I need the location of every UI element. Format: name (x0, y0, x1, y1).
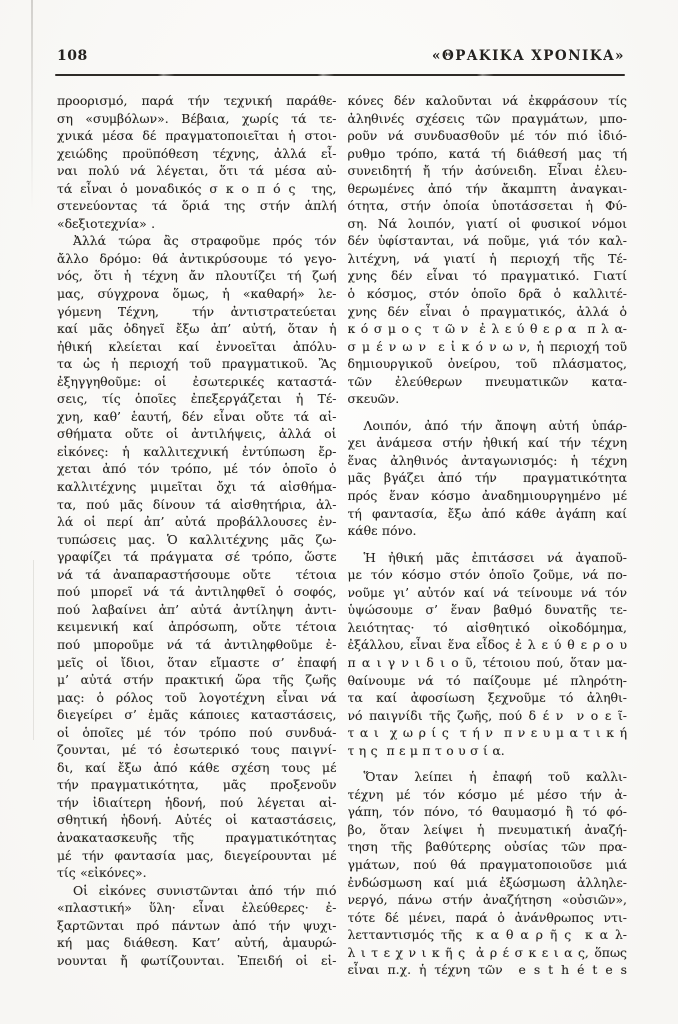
paragraph (348, 417, 628, 540)
text-line: κή μας διάθεση. Κατ’ αὐτή, ἀμαυρώ- (57, 935, 337, 951)
text-line: συνειδητή ἤ τήν ἀσύνειδη. Εἶναι ἐλευ- (347, 163, 627, 179)
text-line: βο, ὅταν λείψει ἡ πνευματική ἀναζή- (347, 821, 627, 837)
text-line: σ μ έ ν ω ν ε ἰ κ ό ν ω ν, ἡ περιοχή τοῦ (347, 338, 627, 354)
text-line: τ α ι χ ω ρ ί ς τ ή ν π ν ε υ μ α τ ι κ ή (347, 725, 627, 741)
text-line: με τόν κόσμο στόν ὁποῖο ζοῦμε, νά πο- (347, 567, 627, 583)
text-line: ἐξάλλου, εἶναι ἕνα εἶδος ἐ λ ε ύ θ ε ρ ο υ (347, 637, 627, 653)
text-line: τά εἶναι ὁ μοναδικός σ κ ο π ό ς της, (57, 180, 337, 196)
text-line: ζουνται, μέ τό ἐσωτερικό τους παιγνί- (57, 742, 337, 758)
text-line: χειώδης προϋπόθεση τέχνης, ἀλλά εἶ- (57, 145, 337, 161)
text-line: τα καί ἀφοσίωση ξεχνοῦμε τό ἀληθι- (347, 690, 627, 706)
text-line: τα, πού μᾶς δίνουν τά αἰσθητήρια, ἀλ- (57, 496, 337, 512)
text-line: ρυθμο τρόπο, κατά τή διάθεσή μας τή (347, 145, 627, 161)
text-line: ἕνας ἀληθινός ἀνταγωνισμός: ἡ τέχνη (347, 452, 627, 468)
text-line: ὑψώσουμε σ’ ἕναν βαθμό δυνατῆς τε- (347, 602, 627, 618)
text-line: καλλιτέχνης μιμεῖται ὄχι τά αἰσθήμα- (57, 479, 337, 495)
text-line: τότε δέ μένει, παρά ὁ ἀνάνθρωπος ντι- (347, 909, 627, 925)
scan-artifact-line (33, 560, 34, 740)
text-line: ξαρτῶνται πρό πάντων ἀπό τήν ψυχι- (57, 917, 337, 933)
paragraph (57, 882, 337, 970)
text-line: Ὅταν λείπει ἡ ἐπαφή τοῦ καλλι- (363, 769, 627, 785)
text-line: σεις, τίς ὁποῖες ἐπεξεργάζεται ἡ Τέ- (57, 391, 337, 407)
text-line: θαίνουμε νά τό παίζουμε μέ πληρότη- (347, 672, 627, 688)
paragraph (348, 768, 628, 979)
text-line: ση. Νά λοιπόν, γιατί οἱ φυσικοί νόμοι (347, 215, 627, 231)
text-line: π α ι γ ν ι δ ι ο ῦ, τέτοιου πού, ὅταν μα- (347, 654, 627, 670)
text-line: χεται ἀπό τόν τρόπο, μέ τόν ὁποῖο ὁ (57, 461, 337, 477)
text-line: νός, ὅτι ἡ τέχνη ἄν πλουτίζει τή ζωή (57, 268, 337, 284)
text-line: δέν ὑφίστανται, νά ποῦμε, γιά τόν καλ- (347, 233, 627, 249)
text-line: τυπώσεις μας. Ὁ καλλιτέχνης μᾶς ζω- (57, 531, 337, 547)
paragraph (57, 232, 337, 881)
text-line: κ ό σ μ ο ς τ ῶ ν ἐ λ ε ύ θ ε ρ α π λ α- (347, 321, 627, 337)
text-line: λιτέχνη, νά γιατί ἡ περιοχή τῆς Τέ- (347, 250, 627, 266)
text-line: εἶναι π.χ. ἡ τέχνη τῶν e s t h é t e s (347, 962, 627, 978)
text-line: γόμενη Τέχνη, τήν ἀντιστρατεύεται (57, 303, 337, 319)
text-line: προορισμό, παρά τήν τεχνική παράθε- (57, 93, 337, 108)
text-line: λετταντισμός τῆς κ α θ α ρ ῆ ς κ α λ- (347, 927, 627, 943)
paragraph (57, 92, 337, 232)
text-line: Ἀλλά τώρα ἂς στραφοῦμε πρός τόν (73, 233, 337, 249)
text-line: τα ὡς ἡ περιοχή τοῦ πραγματικοῦ. Ἂς (57, 356, 337, 372)
column-right (348, 92, 628, 979)
text-line: δι, καί ἔξω ἀπό κάθε σχέση τους μέ (57, 759, 337, 775)
page-number: 108 (57, 48, 88, 64)
text-line: νουνται ἤ φωτίζουνται. Ἐπειδή οἱ εἰ- (57, 952, 337, 968)
text-line: ἄλλο δρόμο: θά ἀντικρύσουμε τό γεγο- (57, 250, 337, 266)
text-line: ἀνακατασκευῆς τῆς πραγματικότητας (57, 829, 337, 845)
text-line: λειότητας· τό αἰσθητικό οἰκοδόμημα, (347, 619, 627, 635)
text-line: διεγείρει σ’ ἐμᾶς κάποιες καταστάσεις, (57, 707, 337, 723)
text-line: τή φαντασία, ἔξω ἀπό κάθε ἀγάπη καί (347, 505, 627, 521)
text-line: μας, σύγχρονα ὅμως, ἡ «καθαρή» λε- (57, 286, 337, 302)
text-line: νά τά ἀναπαραστήσουμε οὔτε τέτοια (57, 566, 337, 582)
text-columns (57, 92, 627, 979)
text-line: τηση τῆς βαθύτερης οὐσίας τῶν πρα- (347, 839, 627, 855)
column-left (57, 92, 337, 979)
text-line: ότητα, στήν ὁποία ὑποτάσσεται ἡ Φύ- (347, 198, 627, 214)
text-line: ναι πολύ νά λέγεται, ὅτι τά μέσα αὐ- (57, 163, 337, 179)
text-line: σθητική ἡδονή. Αὐτές οἱ καταστάσεις, (57, 812, 337, 828)
text-line: τήν ἰδιαίτερη ἡδονή, πού λέγεται αἰ- (57, 794, 337, 810)
text-line: τέχνη μέ τόν κόσμο μέ μέσο τήν ἀ- (347, 786, 627, 802)
text-line: τῶν ἐλεύθερων πνευματικῶν κατα- (347, 373, 627, 389)
text-line: λ ι τ ε χ ν ι κ ῆ ς ἀ ρ έ σ κ ε ι α ς, ὅπως (347, 944, 627, 960)
text-line: Οἱ εἰκόνες συνιστῶνται ἀπό τήν πιό (73, 882, 337, 898)
text-line: χνη, καθ’ ἑαυτή, δέν εἶναι οὔτε τά αἰ- (57, 408, 337, 424)
text-line: γμάτων, πού θά πραγματοποιοῦσε μιά (347, 856, 627, 872)
text-line: χνικά μέσα δέ πραγματοποιεῖται ἡ στοι- (57, 128, 337, 144)
text-line: «πλαστική» ὕλη· εἶναι ἐλεύθερες· ἐ- (57, 900, 337, 916)
text-line: πού μπορεῖ νά τά ἀντιληφθεῖ ὁ σοφός, (57, 584, 337, 600)
text-line: κειμενική καί ἀπρόσωπη, οὔτε τέτοια (57, 619, 337, 635)
text-line: οἱ ὁποῖες μέ τόν τρόπο πού συνδυά- (57, 724, 337, 740)
text-line: νοῦμε γι’ αὐτόν καί νά τείνουμε νά τόν (347, 584, 627, 600)
text-line: χει ἀνάμεσα στήν ἠθική καί τήν τέχνη (347, 435, 627, 451)
text-line: σθήματα οὔτε οἱ ἀντιλήψεις, ἀλλά οἱ (57, 426, 337, 442)
text-line: ἠθική κλείεται καί ἐννοεῖται ἀπόλυ- (57, 338, 337, 354)
text-line: ἐξηγγηθοῦμε: οἱ ἐσωτερικές καταστά- (57, 373, 337, 389)
text-line: μέ τήν φαντασία μας, διεγείρουνται μέ (57, 847, 337, 863)
paragraph (348, 92, 628, 408)
text-line: Λοιπόν, ἀπό τήν ἄποψη αὐτή ὑπάρ- (363, 417, 627, 433)
text-line: σκευῶν. (347, 391, 400, 407)
text-line: ἀληθινές σχέσεις τῶν πραγμάτων, μπο- (347, 110, 627, 126)
text-line: δημιουργικοῦ ὀνείρου, τοῦ πλάσματος, (347, 356, 627, 372)
text-line: πρός ἕναν κόσμο ἀναδημιουργημένο μέ (347, 488, 627, 504)
text-line: νό παιγνίδι τῆς ζωῆς, πού δ έ ν ν ο ε ῖ- (347, 707, 627, 723)
text-line: Ἡ ἠθική μᾶς ἐπιτάσσει νά ἀγαποῦ- (363, 549, 627, 565)
text-line: νεργό, πάνω στήν ἀναζήτηση «οὐσιῶν», (347, 892, 627, 908)
page-header (57, 48, 625, 64)
text-line: πού λαβαίνει ἀπ’ αὐτά ἀντίληψη ἀντι- (57, 601, 337, 617)
text-line: χνης δέν εἶναι ὁ πραγματικός, ἀλλά ὁ (347, 303, 627, 319)
paragraph (348, 549, 628, 760)
text-line: τίς «εἰκόνες». (57, 865, 147, 881)
text-line: κόνες δέν καλοῦνται νά ἐκφράσουν τίς (347, 93, 627, 108)
text-line: ροῦν νά συνδυασθοῦν μέ τόν πιό ἰδιό- (347, 128, 627, 144)
text-line: εἰκόνες: ἡ καλλιτεχνική ἐντύπωση ἔρ- (57, 443, 337, 459)
text-line: ση «συμβόλων». Βέβαια, χωρίς τά τε- (57, 110, 337, 126)
text-line: μας: ὁ ρόλος τοῦ λογοτέχνη εἶναι νά (57, 689, 337, 705)
text-line: κάθε πόνο. (347, 523, 417, 539)
text-line: «δεξιοτεχνία» . (57, 215, 156, 231)
header-rule (55, 74, 625, 76)
journal-title: «ΘΡΑΚΙΚΑ ΧΡΟΝΙΚΑ» (432, 48, 625, 64)
text-line: γάπη, τόν πόνο, τό θαυμασμό ἢ τό φό- (347, 804, 627, 820)
text-line: πού μποροῦμε νά τά ἀντιληφθοῦμε ἐ- (57, 636, 337, 652)
text-line: μᾶς βγάζει ἀπό τήν πραγματικότητα (347, 470, 627, 486)
text-line: λά οἱ περί ἀπ’ αὐτά προβάλλουσες ἐν- (57, 514, 337, 530)
text-line: γραφίζει τά πράγματα σέ τρόπο, ὥστε (57, 549, 337, 565)
text-line: τ η ς π ε μ π τ ο υ σ ί α. (347, 742, 505, 758)
text-line: χνης δέν εἶναι τό πραγματικό. Γιατί (347, 268, 627, 284)
text-line: στενεύοντας τά ὅριά της στήν ἁπλή (57, 198, 337, 214)
text-line: καί μᾶς ὁδηγεῖ ἔξω ἀπ’ αὐτή, ὅταν ἡ (57, 321, 337, 337)
text-line: τήν πραγματικότητα, μᾶς προξενοῦν (57, 777, 337, 793)
text-line: θερωμένες ἀπό τήν ἄκαμπτη ἀναγκαι- (347, 180, 627, 196)
text-line: ἐνδώσμωση καί μιά ἐξώσμωση ἀλληλε- (347, 874, 627, 890)
text-line: ὁ κόσμος, στόν ὁποῖο δρᾶ ὁ καλλιτέ- (347, 286, 627, 302)
text-line: μ’ αὐτά στήν πρακτική ὥρα τῆς ζωῆς (57, 672, 337, 688)
scan-artifact-line (31, 0, 33, 210)
text-line: μεῖς οἱ ἴδιοι, ὅταν εἴμαστε σ’ ἐπαφή (57, 654, 337, 670)
